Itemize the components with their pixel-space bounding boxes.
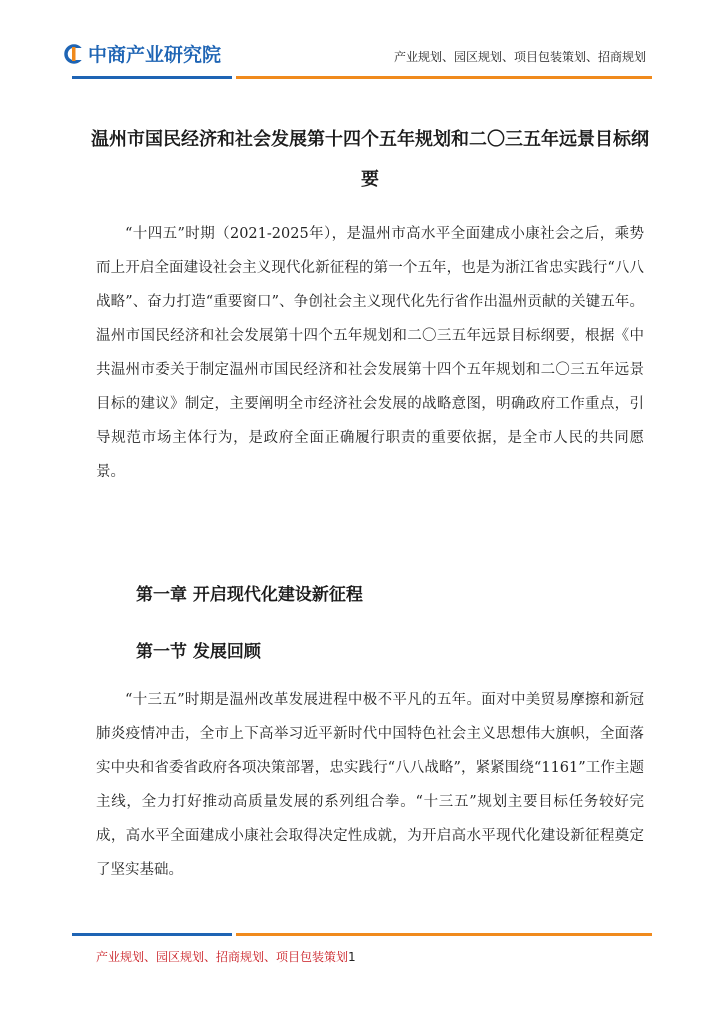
review-paragraph: “十三五”时期是温州改革发展进程中极不平凡的五年。面对中美贸易摩擦和新冠肺炎疫情冲击，全市上下高举习近平新时代中国特色社会主义思想伟大旗帜，全面落实中央和省委省政府各项决策部署，忠实践行“八八战略”，紧紧围绕“1161”工作主题主线，全力打好推动高质量发展的系列组合拳。“十三五”规划主要目标任务较好完成，高水平全面建成小康社会取得决定性成就，为开启高水平现代化建设新征程奠定了坚实基础。: [96, 692, 644, 878]
header-tagline: 产业规划、园区规划、项目包装策划、招商规划: [393, 50, 646, 64]
chapter-heading: 第一章 开启现代化建设新征程: [136, 585, 363, 605]
footer-text: 产业规划、园区规划、招商规划、项目包装策划: [96, 950, 349, 964]
footer-rule-blue: [72, 933, 232, 936]
brand-logo: [64, 40, 221, 67]
page-header: [0, 0, 724, 90]
section-heading: 第一节 发展回顾: [136, 642, 261, 662]
brand-logo-text: 中商产业研究院: [88, 44, 222, 66]
intro-paragraph: “十四五”时期（2021-2025年），是温州市高水平全面建成小康社会之后，乘势而上开启全面建设社会主义现代化新征程的第一个五年，也是为浙江省忠实践行“八八战略”、奋力打造“重要窗口”、争创社会主义现代化先行省作出温州贡献的关键五年。温州市国民经济和社会发展第十四个五年规划和二〇三五年远景目标纲要，根据《中共温州市委关于制定温州市国民经济和社会发展第十四个五年规划和二〇三五年远景目标的建议》制定，主要阐明全市经济社会发展的战略意图，明确政府工作重点，引导规范市场主体行为，是政府全面正确履行职责的重要依据，是全市人民的共同愿景。: [96, 226, 644, 480]
page-number: 1: [348, 950, 356, 964]
document-title: 温州市国民经济和社会发展第十四个五年规划和二〇三五年远景目标纲要: [91, 129, 649, 190]
brand-logo-icon: [64, 44, 84, 64]
header-rule-orange: [236, 76, 652, 79]
header-rule-blue: [72, 76, 232, 79]
footer-rule-orange: [236, 933, 652, 936]
page-footer: [96, 948, 356, 965]
